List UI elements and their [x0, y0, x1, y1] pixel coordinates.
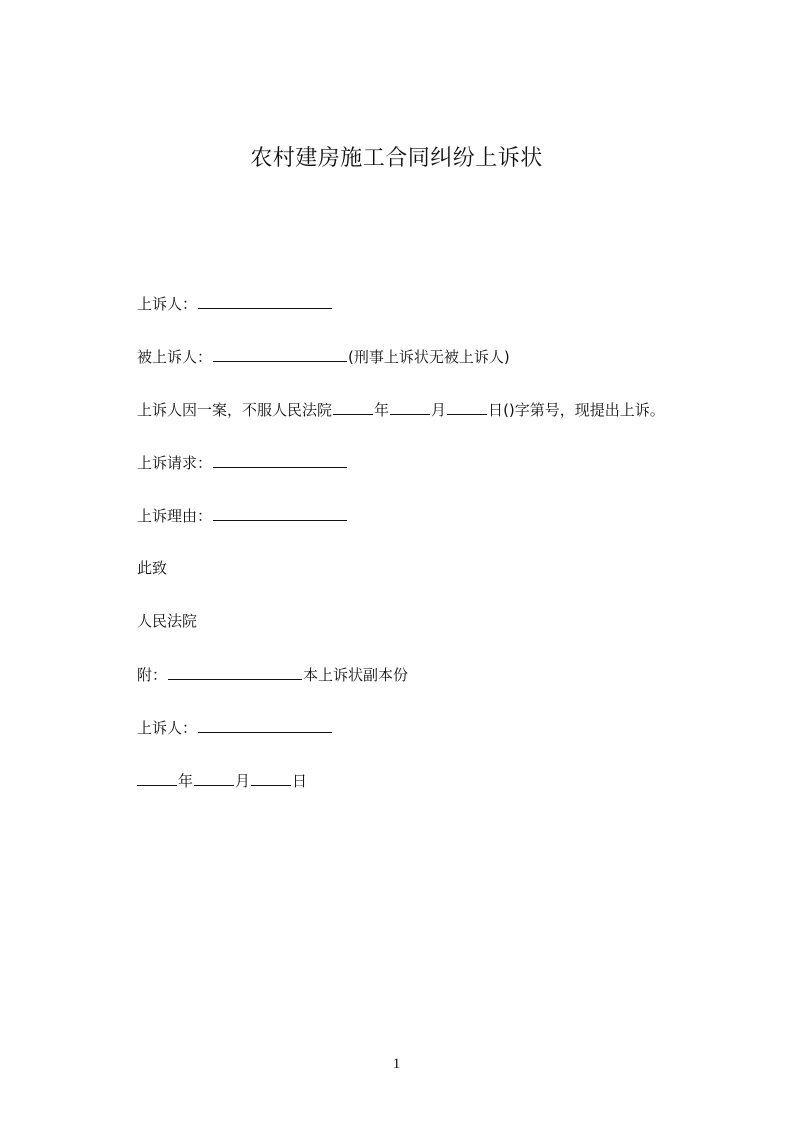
- appellant-line: [137, 293, 333, 314]
- claims-line: [137, 452, 348, 473]
- document-title: 农村建房施工合同纠纷上诉状: [250, 146, 543, 171]
- case-month-blank: [390, 399, 430, 415]
- date-day-blank: [251, 770, 291, 786]
- claims-blank: [213, 452, 347, 468]
- date-year: 年: [178, 772, 194, 790]
- signature-line: [137, 717, 333, 738]
- appellee-line: [137, 346, 510, 367]
- date-month: 月: [235, 772, 251, 790]
- appellant-blank: [198, 293, 332, 309]
- case-line: [137, 399, 665, 420]
- case-month: 月: [431, 401, 447, 419]
- date-year-blank: [137, 770, 177, 786]
- case-tail: ()字第号，现提出上诉。: [503, 401, 665, 419]
- appellee-blank: [213, 346, 347, 362]
- case-intro: 上诉人因一案，不服人民法院: [137, 401, 333, 419]
- attachment-label: 附：: [137, 666, 168, 684]
- court-name: 人民法院: [137, 612, 198, 630]
- case-day-blank: [447, 399, 487, 415]
- date-month-blank: [194, 770, 234, 786]
- attachment-line: [137, 664, 408, 685]
- signature-blank: [198, 717, 332, 733]
- appellee-note: (刑事上诉状无被上诉人): [348, 348, 510, 366]
- attachment-tail: 本上诉状副本份: [303, 666, 409, 684]
- case-year-blank: [333, 399, 373, 415]
- claims-label: 上诉请求：: [137, 454, 213, 472]
- date-line: [137, 770, 307, 791]
- attachment-blank: [168, 664, 302, 680]
- page-number: 1: [392, 1056, 401, 1072]
- date-day: 日: [292, 772, 308, 790]
- signature-label: 上诉人：: [137, 719, 198, 737]
- case-year: 年: [374, 401, 390, 419]
- case-day: 日: [488, 401, 504, 419]
- reasons-blank: [213, 505, 347, 521]
- reasons-line: [137, 505, 348, 526]
- salutation: 此致: [137, 559, 168, 577]
- appellant-label: 上诉人：: [137, 295, 198, 313]
- appellee-label: 被上诉人：: [137, 348, 213, 366]
- reasons-label: 上诉理由：: [137, 507, 213, 525]
